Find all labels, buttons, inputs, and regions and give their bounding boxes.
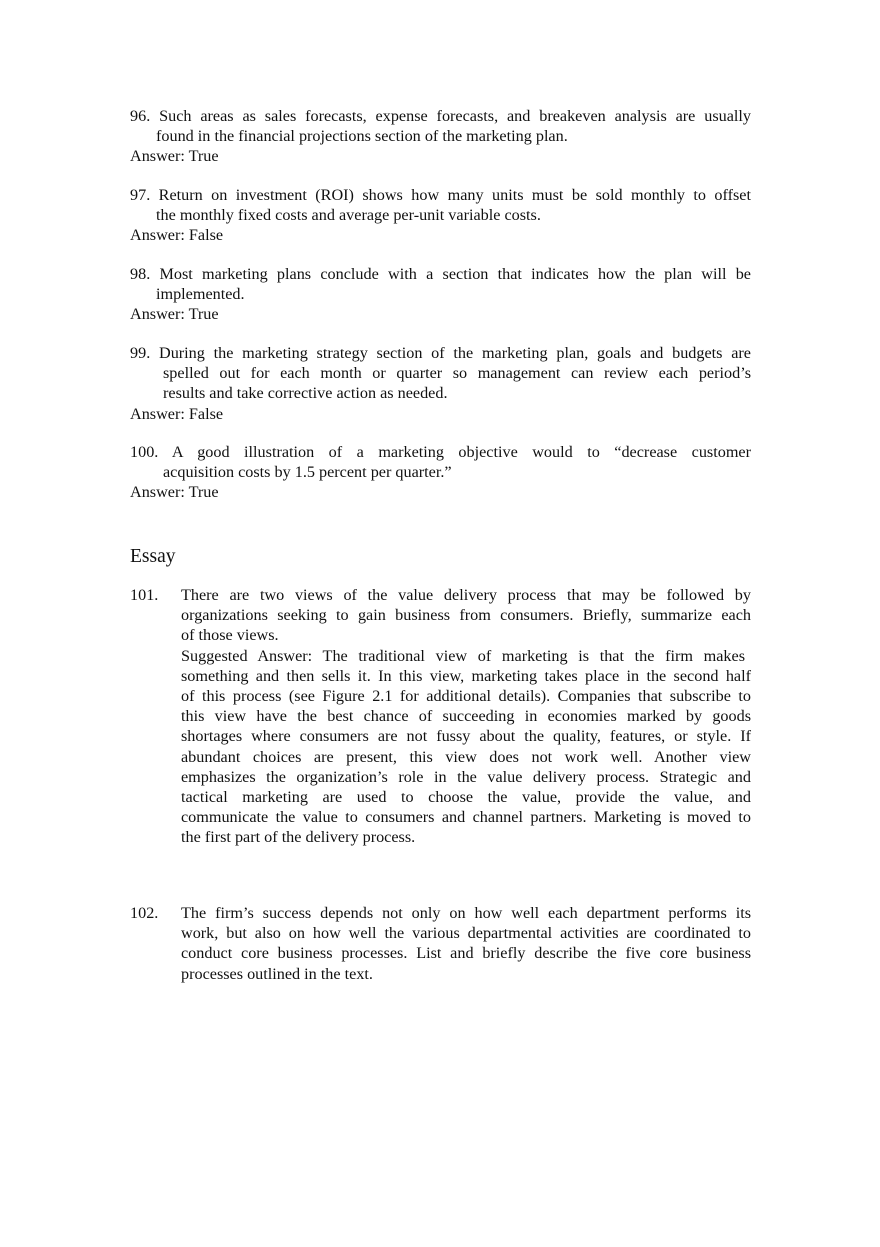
- question-96: [130, 106, 751, 167]
- question-100: [130, 442, 751, 503]
- answer-text: Answer: True: [130, 305, 219, 324]
- essay-line: organizations seeking to gain business from consumers. Briefly, summarize each: [181, 606, 751, 625]
- question-text-line: spelled out for each month or quarter so management can review each period’s: [163, 364, 751, 383]
- question-text-line: 97. Return on investment (ROI) shows how many units must be sold monthly to offset: [130, 186, 751, 204]
- essay-line: There are two views of the value delivery process that may be followed by: [181, 586, 751, 604]
- suggested-answer-line: emphasizes the organization’s role in the value delivery process. Strategic and: [181, 767, 751, 786]
- essay-line: work, but also on how well the various departmental activities are coordinated to: [181, 924, 751, 943]
- suggested-answer-line: something and then sells it. In this view, marketing takes place in the second half: [181, 666, 751, 685]
- question-text-line: 100. A good illustration of a marketing objective would to “decrease customer: [130, 443, 751, 461]
- answer-text: Answer: True: [130, 147, 219, 166]
- suggested-answer-line: the first part of the delivery process.: [181, 828, 416, 847]
- essay-line: processes outlined in the text.: [181, 964, 373, 983]
- essay-line: conduct core business processes. List and briefly describe the five core business: [181, 944, 751, 963]
- question-99: [130, 343, 751, 424]
- suggested-answer-line: communicate the value to consumers and channel partners. Marketing is moved to: [181, 808, 751, 827]
- suggested-answer-line: this view have the best chance of succeeding in economies marked by goods: [181, 707, 751, 726]
- question-98: [130, 264, 751, 325]
- question-text-line: the monthly fixed costs and average per-unit variable costs.: [156, 206, 541, 225]
- question-number: 102.: [130, 904, 159, 922]
- suggested-answer-line: abundant choices are present, this view does not work well. Another view: [181, 747, 751, 766]
- question-text-line: acquisition costs by 1.5 percent per quarter.”: [163, 463, 452, 482]
- suggested-answer-line: Suggested Answer: The traditional view of marketing is that the firm makes: [181, 646, 745, 665]
- essay-body: [181, 903, 751, 984]
- question-text-line: 96. Such areas as sales forecasts, expense forecasts, and breakeven analysis are usually: [130, 107, 751, 125]
- suggested-answer-line: of this process (see Figure 2.1 for additional details). Companies that subscribe to: [181, 687, 751, 706]
- answer-text: Answer: False: [130, 404, 224, 423]
- answer-text: Answer: True: [130, 483, 219, 502]
- essay-line: of those views.: [181, 626, 279, 645]
- question-text-line: implemented.: [156, 285, 245, 304]
- answer-text: Answer: False: [130, 226, 224, 245]
- essay-line: The firm’s success depends not only on how well each department performs its: [181, 904, 751, 922]
- section-heading-essay: Essay: [130, 546, 176, 567]
- question-text-line: found in the financial projections section of the marketing plan.: [156, 127, 568, 146]
- suggested-answer-line: shortages where consumers are not fussy about the quality, features, or style. If: [181, 727, 751, 746]
- question-text-line: 98. Most marketing plans conclude with a section that indicates how the plan will be: [130, 265, 751, 283]
- question-text-line: 99. During the marketing strategy section of the marketing plan, goals and budgets are: [130, 344, 751, 362]
- question-number: 101.: [130, 586, 159, 604]
- essay-body: [181, 585, 751, 848]
- question-text-line: results and take corrective action as needed.: [163, 384, 448, 403]
- suggested-answer-line: tactical marketing are used to choose the value, provide the value, and: [181, 788, 751, 807]
- question-97: [130, 185, 751, 246]
